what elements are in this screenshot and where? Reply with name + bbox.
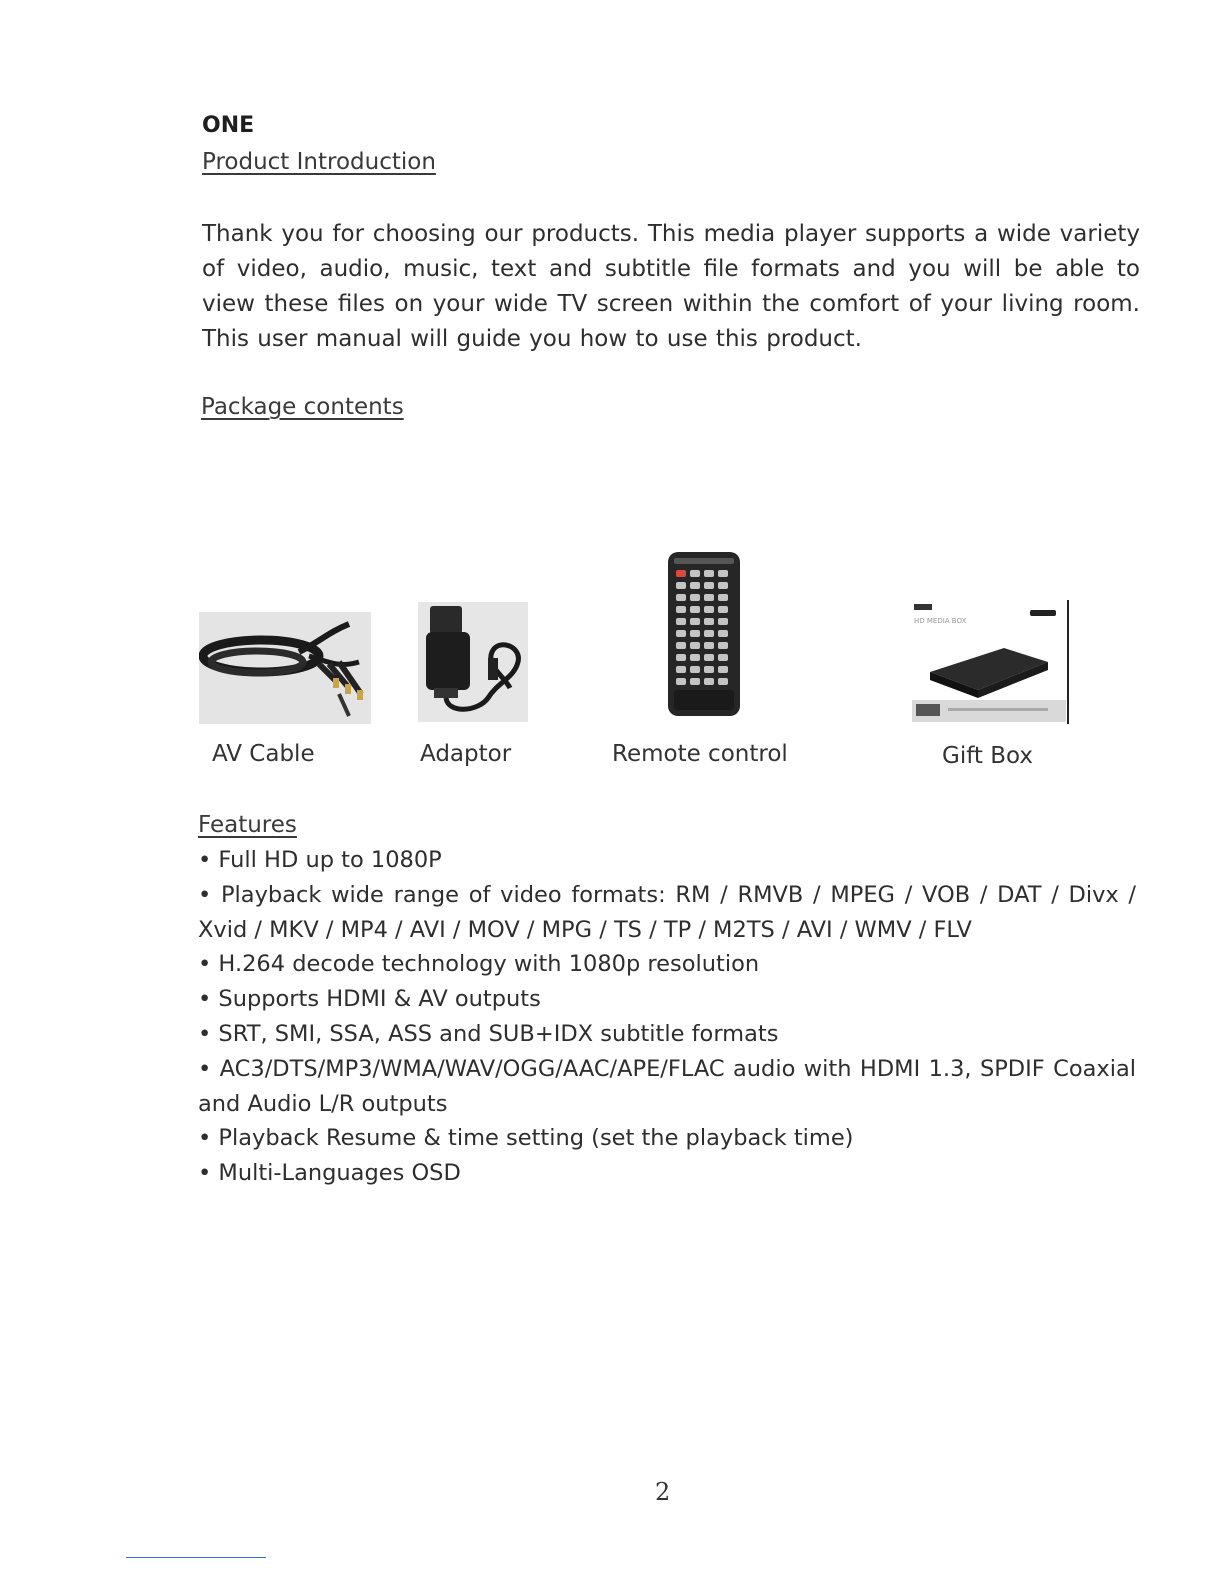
- feature-item: • H.264 decode technology with 1080p resolution: [198, 951, 760, 978]
- feature-item: • SRT, SMI, SSA, ASS and SUB+IDX subtitle formats: [198, 1020, 779, 1047]
- feature-item: • Playback wide range of video formats: RM / RMVB / MPEG / VOB / DAT / Divx / Xvid / MKV / MP4 / AVI / MOV / MPG / TS / TP / M2TS / AVI / WMV / FLV: [198, 881, 1136, 943]
- package-item-label: Remote control: [612, 741, 788, 767]
- features-list: [198, 843, 1136, 1191]
- av-cable-photo: [199, 612, 371, 724]
- feature-item: • Multi-Languages OSD: [198, 1160, 461, 1187]
- feature-item: • Full HD up to 1080P: [198, 847, 442, 873]
- remote-control-photo: [666, 550, 742, 718]
- page-number: 2: [655, 1478, 671, 1506]
- box-brand-label: HD MEDIA BOX: [914, 617, 967, 625]
- package-item-label: Gift Box: [942, 743, 1033, 769]
- package-item-label: AV Cable: [212, 741, 315, 767]
- feature-item: • Supports HDMI & AV outputs: [198, 986, 541, 1013]
- feature-item: • Playback Resume & time setting (set the playback time): [198, 1125, 854, 1152]
- product-introduction-title: Product Introduction: [202, 149, 436, 175]
- power-adaptor-photo: [418, 602, 528, 722]
- section-heading: ONE: [202, 113, 255, 138]
- footnote-divider: [126, 1557, 266, 1558]
- intro-paragraph: Thank you for choosing our products. This media player supports a wide variety of video, audio, music, text and subtitle file formats and you will be able to view these files on your wide TV screen within the comfort of your living room. This user manual will guide you how to use this product.: [202, 221, 1140, 352]
- features-title: Features: [198, 812, 297, 838]
- feature-item: • AC3/DTS/MP3/WMA/WAV/OGG/AAC/APE/FLAC audio with HDMI 1.3, SPDIF Coaxial and Audio L/R outputs: [198, 1055, 1136, 1117]
- package-contents-title: Package contents: [201, 394, 404, 420]
- package-item-label: Adaptor: [420, 741, 512, 767]
- gift-box-photo: [908, 598, 1072, 726]
